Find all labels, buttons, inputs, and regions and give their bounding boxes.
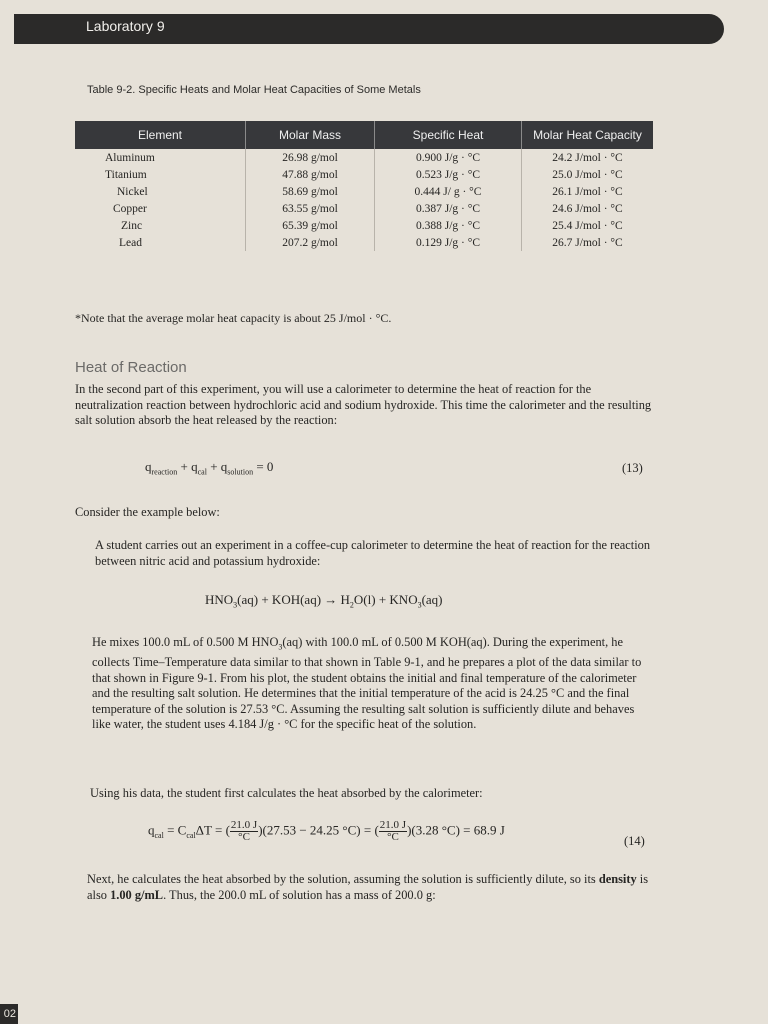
table-cell: 25.4 J/mol · °C — [552, 219, 623, 232]
table-note: *Note that the average molar heat capacity is about 25 J/mol · °C. — [75, 311, 392, 325]
table-row — [75, 166, 653, 183]
table-cell: 0.523 J/g · °C — [375, 166, 522, 183]
table-cell: 25.0 J/mol · °C — [552, 168, 623, 181]
table-cell: 65.39 g/mol — [246, 217, 375, 234]
calorimeter-intro: Using his data, the student first calculates the heat absorbed by the calorimeter: — [90, 786, 483, 800]
eq-text: + q — [206, 459, 228, 474]
eq-text: (aq) + KOH(aq) → H — [237, 592, 350, 607]
section-title: Heat of Reaction — [75, 359, 187, 376]
eq-subscript: 2 — [349, 600, 354, 610]
eq-subscript: cal — [197, 467, 207, 477]
para-subscript: 3 — [278, 642, 283, 652]
table-cell: Titanium — [75, 166, 246, 183]
eq-subscript: reaction — [151, 467, 178, 477]
table-cell: 207.2 g/mol — [246, 234, 375, 251]
eq-subscript: cal — [186, 831, 196, 841]
intro-paragraph: In the second part of this experiment, you will use a calorimeter to determine the heat of reaction for the neutralization reaction between hydrochloric acid and sodium hydroxide. This time the calorimeter and the resulting salt solution absorb the heat released by the reaction: — [75, 382, 652, 428]
fraction-numerator: 21.0 J — [379, 819, 407, 831]
equation-number: (14) — [624, 834, 645, 848]
table-cell: 26.98 g/mol — [246, 149, 375, 166]
table-row — [75, 183, 653, 200]
bold-term: density — [598, 872, 637, 886]
para-text: . Thus, the 200.0 mL of solution has a mass of 200.0 g: — [163, 887, 436, 902]
table-row — [75, 234, 653, 251]
example-paragraph: A student carries out an experiment in a coffee-cup calorimeter to determine the heat of reaction for the reaction between nitric acid and potassium hydroxide: — [95, 538, 651, 568]
fraction-numerator: 21.0 J — [230, 819, 258, 831]
table-cell: Zinc — [75, 217, 246, 234]
table-cell: 63.55 g/mol — [246, 200, 375, 217]
eq-text: q — [145, 459, 152, 474]
table-row — [75, 200, 653, 217]
column-header: Molar Mass — [246, 121, 375, 149]
eq-text: HNO — [205, 592, 234, 607]
table-cell: 26.7 J/mol · °C — [552, 236, 623, 249]
fraction-denominator: °C — [238, 831, 250, 843]
bold-term: 1.00 g/mL — [110, 887, 164, 902]
column-header: Molar Heat Capacity — [522, 121, 654, 149]
procedure-paragraph — [92, 635, 655, 733]
solution-paragraph — [87, 872, 657, 903]
table-cell: 0.900 J/g · °C — [375, 149, 522, 166]
page-number: 02 — [0, 1004, 18, 1024]
table-cell: 47.88 g/mol — [246, 166, 375, 183]
table-row — [75, 149, 653, 166]
eq-subscript: 3 — [233, 600, 238, 610]
eq-text: O(l) + KNO — [353, 592, 418, 607]
table-row — [75, 217, 653, 234]
eq-text: = 0 — [253, 459, 274, 474]
equation-number: (13) — [622, 461, 643, 475]
eq-text: )(3.28 °C) = 68.9 J — [407, 822, 505, 838]
eq-text: (aq) — [421, 592, 443, 607]
table-cell: 58.69 g/mol — [246, 183, 375, 200]
eq-subscript: cal — [154, 831, 164, 841]
reaction-equation — [205, 592, 443, 610]
eq-subscript: solution — [227, 467, 254, 477]
table-cell: 26.1 J/mol · °C — [552, 185, 623, 198]
table-cell: 24.6 J/mol · °C — [552, 202, 623, 215]
table-cell: Aluminum — [75, 149, 246, 166]
table-header-row — [75, 121, 653, 149]
table-cell: Copper — [75, 200, 246, 217]
equation-14 — [148, 820, 505, 843]
para-text: is also — [87, 872, 649, 902]
eq-text: q — [148, 822, 155, 838]
eq-subscript: 3 — [417, 600, 422, 610]
table-cell: 0.129 J/g · °C — [375, 234, 522, 251]
eq-text: = C — [163, 822, 187, 838]
fraction — [230, 820, 258, 843]
column-header: Element — [75, 121, 246, 149]
table-cell: 24.2 J/mol · °C — [552, 151, 623, 164]
eq-text: )(27.53 − 24.25 °C) = ( — [258, 822, 379, 838]
table-cell: 0.444 J/ g · °C — [375, 183, 522, 200]
equation-13 — [145, 459, 273, 477]
fraction — [379, 820, 407, 843]
para-text: (aq) with 100.0 mL of 0.500 M KOH(aq). During the experiment, he collects Time–Temperature data similar to that shown in Table 9-1, and he prepares a plot of the data similar to that shown in Figure 9-1. From his plot, the student obtains the initial and final temperature of the calorimeter and the resulting salt solution. He determines that the initial temperature of the acid is 24.25 °C and the final temperature of the solution is 27.53 °C. Assuming the resulting salt solution is sufficiently dilute and behaves like water, the student uses 4.184 J/g · °C for the specific heat of the solution. — [92, 635, 642, 732]
chapter-title: Laboratory 9 — [86, 18, 165, 34]
para-text: He mixes 100.0 mL of 0.500 M HNO — [92, 635, 279, 649]
table-cell: Lead — [75, 234, 246, 251]
eq-text: ΔT = ( — [195, 822, 230, 838]
eq-text: + q — [177, 459, 198, 474]
table-caption: Table 9-2. Specific Heats and Molar Heat Capacities of Some Metals — [87, 84, 421, 96]
fraction-denominator: °C — [387, 831, 399, 843]
table-cell: Nickel — [75, 183, 246, 200]
column-header: Specific Heat — [375, 121, 522, 149]
table-cell: 0.387 J/g · °C — [375, 200, 522, 217]
table-cell: 0.388 J/g · °C — [375, 217, 522, 234]
consider-line: Consider the example below: — [75, 505, 220, 519]
para-text: Next, he calculates the heat absorbed by the solution, assuming the solution is sufficiently dilute, so its — [87, 872, 599, 886]
metals-table — [75, 121, 653, 251]
